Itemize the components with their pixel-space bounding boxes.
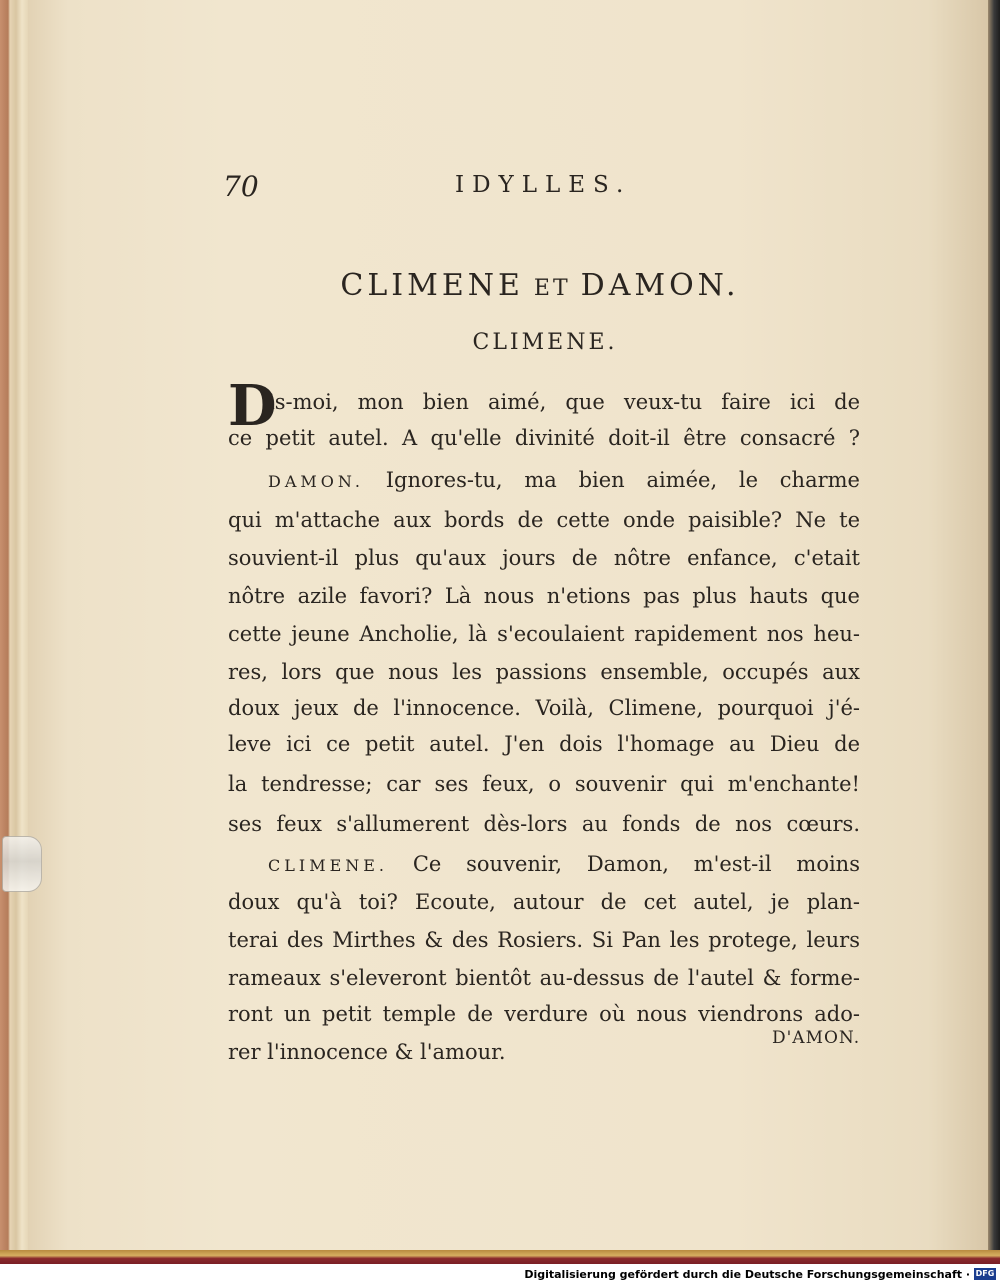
clasp-icon [2, 836, 42, 892]
text-line-13: CLIMENE. Ce souvenir, Damon, m'est-il moins [268, 852, 860, 876]
text-line-7: cette jeune Ancholie, là s'ecoulaient rapidement nos heu- [228, 622, 860, 646]
text-line-18: rer l'innocence & l'amour. [228, 1040, 506, 1064]
speaker-heading: CLIMENE. [472, 330, 618, 355]
book-edge [0, 0, 30, 1285]
text-line-6: nôtre azile favori? Là nous n'etions pas plus hauts que [228, 584, 860, 608]
footer-credit: Digitalisierung gefördert durch die Deutsche Forschungsgemeinschaft · [524, 1268, 970, 1281]
page-title [0, 268, 1000, 303]
text-line-12: ses feux s'allumerent dès-lors au fonds de nos cœurs. [228, 812, 860, 836]
speaker-climene: CLIMENE. [268, 856, 389, 875]
text-line-3: DAMON. Ignores-tu, ma bien aimée, le charme [268, 468, 860, 492]
text-line-8: res, lors que nous les passions ensemble, occupés aux [228, 660, 860, 684]
title-part-1: CLIMENE [340, 268, 524, 303]
text-line-16: rameaux s'eleveront bientôt au-dessus de l'autel & forme- [228, 966, 860, 990]
text-line-1: is-moi, mon bien aimé, que veux-tu faire ici de [268, 390, 860, 414]
text-line-14: doux qu'à toi? Ecoute, autour de cet autel, je plan- [228, 890, 860, 914]
title-conjunction: ET [533, 276, 571, 301]
speaker-damon: DAMON. [268, 472, 364, 491]
footer-bar [0, 1264, 1000, 1285]
text-line-15: terai des Mirthes & des Rosiers. Si Pan les protege, leurs [228, 928, 860, 952]
text-line-5: souvient-il plus qu'aux jours de nôtre enfance, c'etait [228, 546, 860, 570]
title-part-2: DAMON. [580, 268, 740, 303]
text-line-11: la tendresse; car ses feux, o souvenir qui m'enchante! [228, 772, 860, 796]
dfg-logo-icon: DFG [975, 1269, 995, 1278]
text-line-10: leve ici ce petit autel. J'en dois l'homage au Dieu de [228, 732, 860, 756]
running-head: IDYLLES. [455, 172, 632, 198]
text-line-17: ront un petit temple de verdure où nous viendrons ado- [228, 1002, 860, 1026]
binding-band [0, 1250, 1000, 1264]
text-line-9: doux jeux de l'innocence. Voilà, Climene, pourquoi j'é- [228, 696, 860, 720]
page-number: 70 [223, 170, 259, 203]
text-line-4: qui m'attache aux bords de cette onde paisible? Ne te [228, 508, 860, 532]
text-line-2: ce petit autel. A qu'elle divinité doit-il être consacré ? [228, 426, 860, 450]
drop-cap: D [228, 373, 277, 439]
page-right-edge [988, 0, 1000, 1262]
catchword: D'AMON. [772, 1028, 861, 1048]
